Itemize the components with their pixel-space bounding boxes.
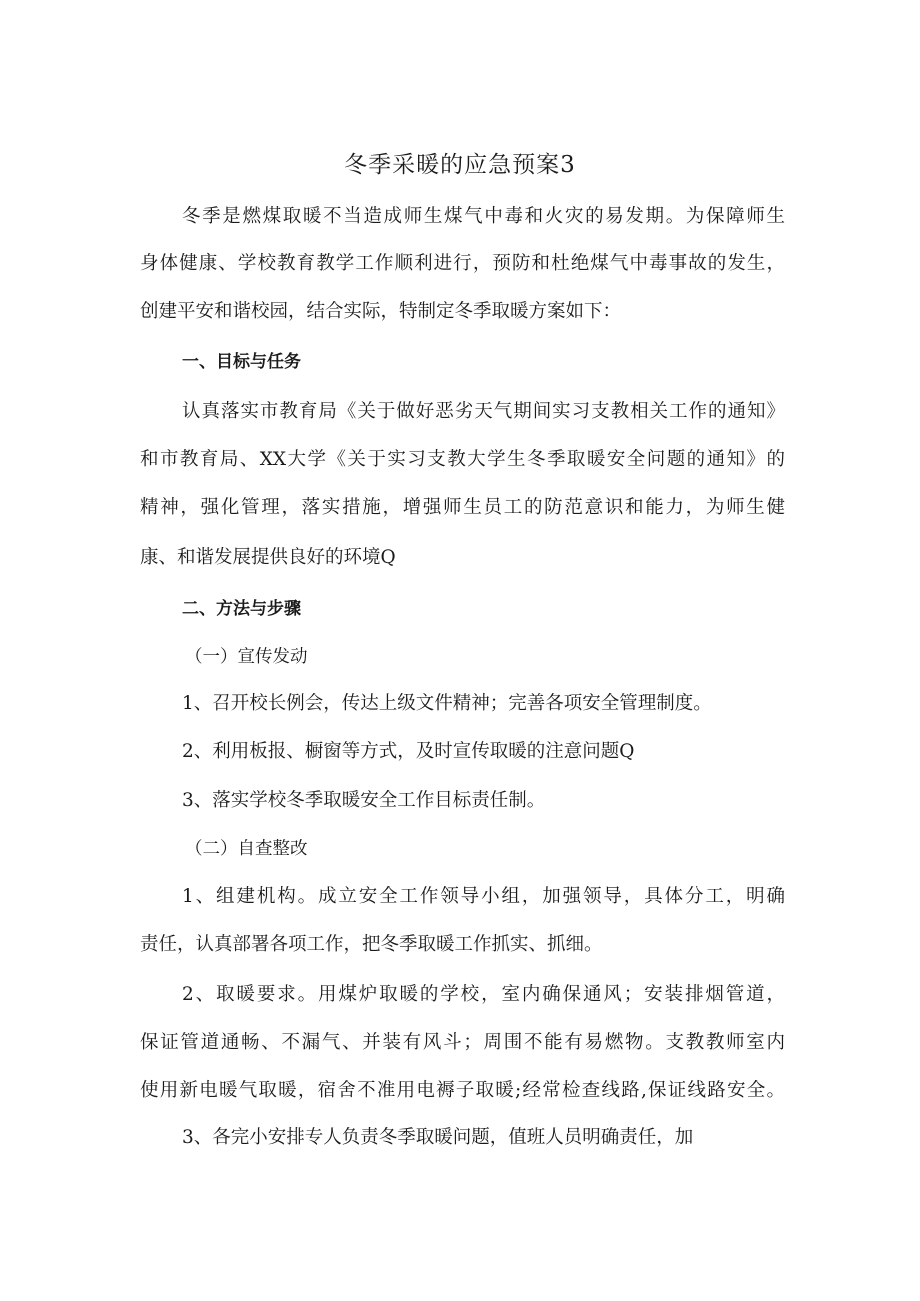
section-heading-goals: 一、目标与任务 [182,352,301,372]
section-heading-methods: 二、方法与步骤 [182,599,301,619]
subheading-self-inspection: （二）自查整改 [185,839,308,859]
list-item-inspection-1-line-2: 责任，认真部署各项工作，把冬季取暖工作抓实、抓细。 [140,934,603,955]
list-item-inspection-1-line-1: 1、组建机构。成立安全工作领导小组，加强领导，具体分工，明确 [182,886,785,907]
list-item-publicity-3: 3、落实学校冬季取暖安全工作目标责任制。 [182,790,546,811]
paragraph-intro-line-1: 冬季是燃煤取暖不当造成师生煤气中毒和火灾的易发期。为保障师生 [182,206,785,227]
list-item-inspection-2-line-1: 2、取暖要求。用煤炉取暖的学校，室内确保通风；安装排烟管道， [182,984,785,1005]
paragraph-goals-line-3: 精神，强化管理，落实措施，增强师生员工的防范意识和能力，为师生健 [140,497,785,518]
list-item-publicity-2: 2、利用板报、橱窗等方式，及时宣传取暖的注意问题Q [182,741,635,762]
list-item-publicity-1: 1、召开校长例会，传达上级文件精神；完善各项安全管理制度。 [182,693,712,714]
paragraph-intro-line-3: 创建平安和谐校园，结合实际，特制定冬季取暖方案如下： [140,301,622,322]
list-item-inspection-2-line-2: 保证管道通畅、不漏气、并装有风斗；周围不能有易燃物。支教教师室内 [140,1032,785,1053]
paragraph-goals-line-2: 和市教育局、XX大学《关于实习支教大学生冬季取暖安全问题的通知》的 [140,449,785,470]
list-item-inspection-3-line-1: 3、各完小安排专人负责冬季取暖问题，值班人员明确责任，加 [182,1127,694,1148]
paragraph-goals-line-1: 认真落实市教育局《关于做好恶劣天气期间实习支教相关工作的通知》 [182,401,785,422]
document-title: 冬季采暖的应急预案3 [344,152,576,178]
paragraph-goals-line-4: 康、和谐发展提供良好的环境Q [140,547,396,568]
subheading-publicity: （一）宣传发动 [185,647,308,667]
paragraph-intro-line-2: 身体健康、学校教育教学工作顺利进行，预防和杜绝煤气中毒事故的发生， [140,253,785,274]
list-item-inspection-2-line-3: 使用新电暖气取暖，宿舍不准用电褥子取暖;经常检查线路,保证线路安全。 [140,1080,785,1101]
